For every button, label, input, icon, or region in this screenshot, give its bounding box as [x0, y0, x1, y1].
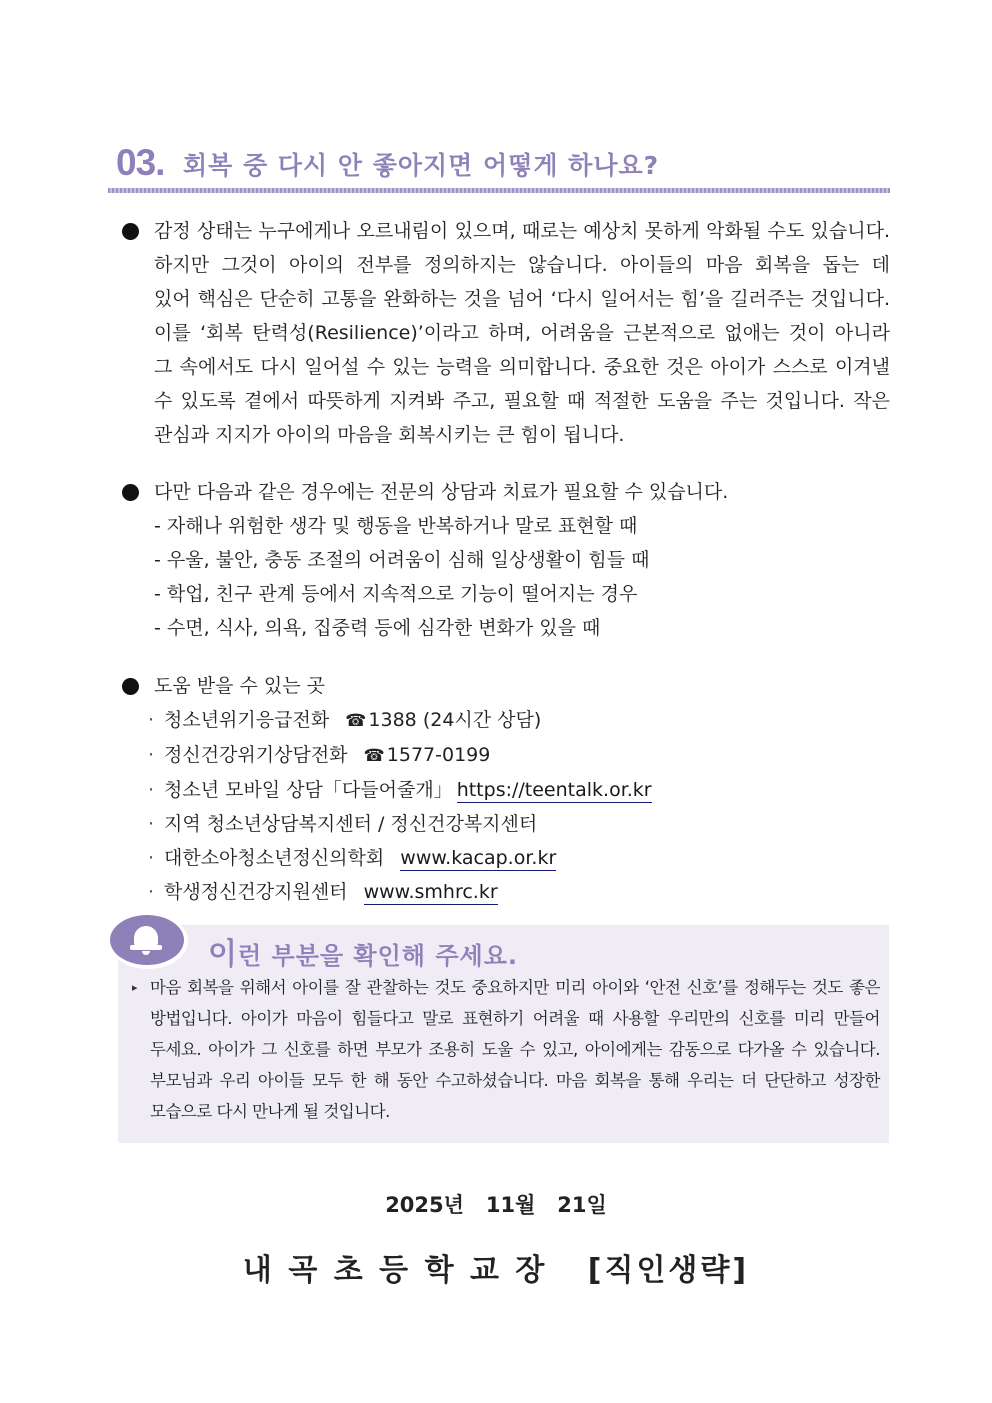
notice-line: 두세요. 아이가 그 신호를 하면 부모가 조용히 도울 수 있고, 아이에게는 감동으로 다가올 수 있습니다. — [150, 1040, 880, 1059]
resource-item — [120, 875, 890, 909]
notice-line: 방법입니다. 아이가 마음이 힘들다고 말로 표현하기 어려울 때 사용할 우리만의 신호를 미리 만들어 — [150, 1009, 880, 1028]
phone-icon: ☎ — [363, 746, 385, 766]
list-marker: · — [148, 709, 155, 731]
resource-name: 대한소아청소년정신의학회 — [164, 847, 385, 869]
section-intro: 다만 다음과 같은 경우에는 전문의 상담과 치료가 필요할 수 있습니다. — [154, 481, 729, 503]
phone-number: 1388 (24시간 상담) — [368, 709, 542, 731]
list-item: - 자해나 위험한 생각 및 행동을 반복하거나 말로 표현할 때 — [154, 515, 638, 537]
document-date: 2025년 11월 21일 — [385, 1193, 607, 1217]
bullet-dot-icon — [122, 223, 139, 240]
list-marker: · — [148, 881, 155, 903]
list-marker: · — [148, 847, 155, 869]
paragraph-line: 수 있도록 곁에서 따뜻하게 지켜봐 주고, 필요할 때 적절한 도움을 주는 것입니다. 작은 — [154, 390, 890, 412]
bullet-dot-icon — [122, 678, 139, 695]
resource-name: 청소년위기응급전화 — [164, 709, 330, 731]
paragraph-line: 하지만 그것이 아이의 전부를 정의하지는 않습니다. 아이들의 마음 회복을 돕는 데 — [154, 254, 890, 276]
bullet-item — [120, 669, 890, 703]
section-header — [108, 138, 890, 196]
bullet-dot-icon — [122, 484, 139, 501]
resource-item — [120, 773, 890, 807]
section-intro: 도움 받을 수 있는 곳 — [154, 675, 325, 697]
resource-item — [120, 738, 890, 773]
resources-section — [120, 669, 890, 909]
resource-item — [120, 841, 890, 875]
smhrc-link[interactable]: www.smhrc.kr — [363, 881, 498, 903]
section-title: 회복 중 다시 안 좋아지면 어떻게 하나요? — [183, 151, 660, 180]
section-number: 03. — [116, 142, 165, 183]
notice-title: 이런 부분을 확인해 주세요. — [208, 937, 519, 972]
notice-line: 부모님과 우리 아이들 모두 한 해 동안 수고하셨습니다. 마음 회복을 통해 우리는 더 단단하고 성장한 — [150, 1071, 880, 1090]
paragraph-line: 이를 ‘회복 탄력성(Resilience)’이라고 하며, 어려움을 근본적으로 없애는 것이 아니라 — [154, 322, 890, 344]
emotion-paragraph — [120, 214, 890, 452]
resource-name: 정신건강위기상담전화 — [164, 744, 348, 766]
resource-name: 청소년 모바일 상담「다들어줄개」 — [164, 779, 453, 801]
resource-item — [120, 807, 890, 841]
professional-help-section — [120, 475, 890, 645]
paragraph-line: 감정 상태는 누구에게나 오르내림이 있으며, 때로는 예상치 못하게 악화될 수도 있습니다. — [154, 220, 890, 242]
notice-box — [118, 925, 889, 1143]
bullet-item — [120, 475, 890, 509]
resource-item — [120, 703, 890, 738]
teentalk-link[interactable]: https://teentalk.or.kr — [456, 779, 652, 801]
bell-icon — [110, 915, 184, 965]
paragraph-line: 있어 핵심은 단순히 고통을 완화하는 것을 넘어 ‘다시 일어서는 힘’을 길러주는 것입니다. — [154, 288, 890, 310]
kacap-link[interactable]: www.kacap.or.kr — [400, 847, 557, 869]
principal-signature: 내 곡 초 등 학 교 장 [직인생략] — [242, 1253, 750, 1288]
bullet-item — [120, 214, 890, 452]
notice-line: ▸ 마음 회복을 위해서 아이를 잘 관찰하는 것도 중요하지만 미리 아이와 ‘안전 신호’를 정해두는 것도 좋은 — [130, 972, 880, 1003]
triangle-bullet-icon: ▸ — [132, 981, 138, 994]
notice-icon-badge — [108, 913, 188, 969]
notice-body — [130, 972, 880, 1127]
phone-icon: ☎ — [345, 711, 367, 731]
paragraph-line: 그 속에서도 다시 일어설 수 있는 능력을 의미합니다. 중요한 것은 아이가 스스로 이겨낼 — [154, 356, 890, 378]
resource-name: 학생정신건강지원센터 — [164, 881, 348, 903]
resource-name: 지역 청소년상담복지센터 / 정신건강복지센터 — [164, 813, 538, 835]
list-item: - 수면, 식사, 의욕, 집중력 등에 심각한 변화가 있을 때 — [154, 617, 601, 639]
paragraph-line: 관심과 지지가 아이의 마음을 회복시키는 큰 힘이 됩니다. — [154, 424, 625, 446]
notice-line: 모습으로 다시 만나게 될 것입니다. — [150, 1102, 390, 1121]
list-item: - 학업, 친구 관계 등에서 지속적으로 기능이 떨어지는 경우 — [154, 583, 638, 605]
list-marker: · — [148, 779, 155, 801]
list-marker: · — [148, 813, 155, 835]
phone-number: 1577-0199 — [386, 744, 491, 766]
list-marker: · — [148, 744, 155, 766]
list-item: - 우울, 불안, 충동 조절의 어려움이 심해 일상생활이 힘들 때 — [154, 549, 650, 571]
header-divider — [108, 188, 890, 193]
